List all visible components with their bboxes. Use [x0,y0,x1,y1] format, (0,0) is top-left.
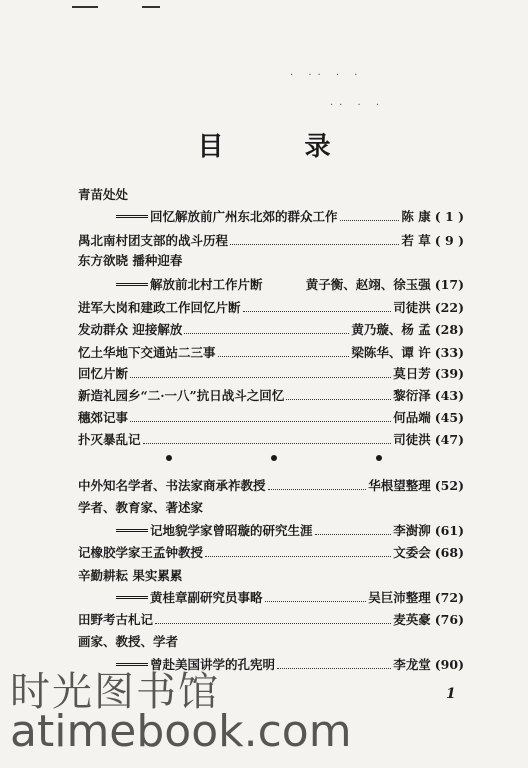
section-heading: 东方欲晓 播种迎春 [78,253,183,268]
toc-entry[interactable]: 忆土华地下交通站二三事 梁陈华、谭 许 (33) [78,344,464,360]
bullet-dot [376,455,382,461]
dot-leader [130,413,391,422]
section-heading: 青苗处处 [78,187,129,202]
dot-leader [340,212,400,221]
dash-mark [116,283,148,286]
toc-entry[interactable]: 中外知名学者、书法家商承祚教授 华根望整理 (52) [78,477,464,493]
toc-entry[interactable]: 穗郊记事 何品端 (45) [78,409,464,425]
scan-mark [72,6,98,8]
scan-speck: · ·· · · [290,70,364,81]
dot-leader [277,660,391,669]
dot-leader [230,236,399,245]
section-divider [0,455,528,467]
toc-entry[interactable]: 回忆解放前广州东北郊的群众工作 陈 康 ( 1 ) [78,206,464,226]
toc-entry[interactable]: 进军大岗和建政工作回忆片断 司徒洪 (22) [78,299,464,315]
dot-leader [218,348,350,357]
dash-mark [116,529,148,532]
toc-entry[interactable]: 曾赴美国讲学的孔宪明 李龙堂 (90) [78,654,464,674]
dot-leader [265,593,367,602]
toc-entry[interactable]: 记橡胶学家王孟钟教授 文委会 (68) [78,544,464,560]
toc-entry[interactable]: 解放前北村工作片断 黄子衡、赵翊、徐玉强 (17) [78,274,464,294]
section-heading: 画家、教授、学者 [78,634,179,649]
toc-entry[interactable]: 新造礼园乡“二·一八”抗日战斗之回忆 黎衍泽 (43) [78,387,464,403]
dot-leader [205,548,391,557]
dash-mark [116,596,148,599]
dot-leader [155,615,391,624]
section-heading: 学者、教育家、著述家 [78,500,204,515]
dot-leader [130,369,391,378]
dot-leader [315,526,392,535]
toc-entry[interactable]: 发动群众 迎接解放 黄乃璇、杨 孟 (28) [78,321,464,337]
dot-leader [268,481,367,490]
toc-entry[interactable]: 扑灭暴乱记 司徒洪 (47) [78,431,464,447]
bullet-dot [271,455,277,461]
toc-entry[interactable]: 记地貌学家曾昭璇的研究生涯 李澍泖 (61) [78,520,464,540]
page-number: 1 [446,686,456,702]
dash-mark [116,215,148,218]
page-title: 目 录 [197,132,367,162]
watermark-url: atimebook.com [10,706,352,757]
dot-leader [184,325,349,334]
toc-entry[interactable]: 田野考古札记 麦英豪 (76) [78,611,464,627]
section-heading: 辛勤耕耘 果实累累 [78,568,183,583]
toc-entry[interactable]: 回忆片断 莫日芳 (39) [78,365,464,381]
dot-leader [243,303,392,312]
watermark-text: 时光图书馆 [10,669,220,715]
scan-mark [142,6,160,8]
scan-speck: ·· · · [330,100,386,111]
toc-entry[interactable]: 禺北南村团支部的战斗历程 若 草 ( 9 ) [78,232,464,248]
toc-entry[interactable]: 黄桂章副研究员事略 吴巨沛整理 (72) [78,587,464,607]
bullet-dot [166,455,172,461]
dot-leader [143,435,392,444]
dot-leader [286,391,391,400]
